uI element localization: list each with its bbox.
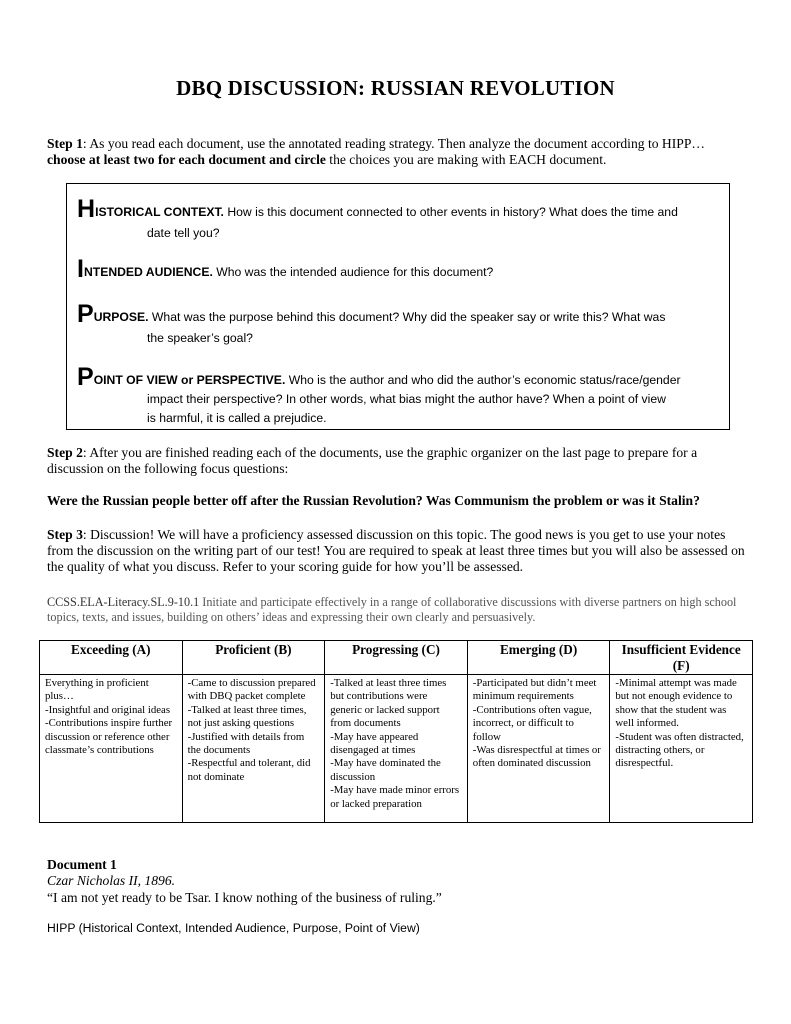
- rubric-criterion: -Participated but didn’t meet minimum requirements: [472, 677, 597, 703]
- page-title: DBQ DISCUSSION: RUSSIAN REVOLUTION: [176, 76, 615, 100]
- rubric-cell-exceeding: [40, 675, 183, 823]
- hipp-question: Who was the intended audience for this document?: [212, 265, 494, 279]
- rubric-criterion: -Talked at least three times, not just asking questions: [187, 703, 307, 730]
- rubric-criterion: -Came to discussion prepared with DBQ packet complete: [187, 677, 316, 703]
- hipp-continuation: the speaker’s goal?: [147, 331, 253, 345]
- document-title: Document 1: [47, 857, 117, 872]
- rubric-criterion: -Was disrespectful at times or often dominated discussion: [472, 744, 601, 770]
- step1-text-a: : As you read each document, use the annotated reading strategy. Then analyze the document according to HIPP…: [82, 136, 705, 151]
- hipp-heading: NTENDED AUDIENCE.: [83, 265, 213, 279]
- hipp-question: Who is the author and who did the author’s economic status/race/gender: [285, 373, 681, 387]
- rubric-criterion: -Contributions often vague, incorrect, or difficult to follow: [472, 703, 592, 743]
- hipp-letter: P: [77, 363, 94, 391]
- rubric-criterion: -May have made minor errors or lacked preparation: [330, 784, 460, 810]
- step2-paragraph: [47, 445, 747, 477]
- hipp-letter: P: [77, 300, 94, 328]
- step3-text: : Discussion! We will have a proficiency assessed discussion on this topic. The good news is you get to use your notes from the discussion on the writing part of our test! You are required to speak at least three times but you will also be assessed on the quality of what you discuss. Refer to your scoring guide for how you’ll be assessed.: [47, 527, 745, 574]
- step2-text: : After you are finished reading each of the documents, use the graphic organizer on the last page to prepare for a discussion on the following focus questions:: [47, 445, 698, 476]
- rubric-criterion: -Talked at least three times but contributions were generic or lacked support from documents: [330, 677, 447, 730]
- ccss-text: Initiate and participate effectively in a range of collaborative discussions with diverse partners on high school topics, texts, and issues, building on others’ ideas and expressing their own clearly and persuasively.: [47, 595, 737, 624]
- rubric-header: Progressing (C): [325, 641, 468, 675]
- hipp-continuation: impact their perspective? In other words, what bias might the author have? When a point of view: [147, 392, 666, 406]
- rubric-header: Exceeding (A): [40, 641, 183, 675]
- rubric-header: Insufficient Evidence (F): [610, 641, 753, 675]
- step3-label: Step 3: [47, 527, 83, 542]
- rubric-criterion: -Justified with details from the documents: [187, 730, 305, 757]
- rubric-row: [40, 675, 753, 823]
- rubric-criterion: -May have appeared disengaged at times: [330, 730, 419, 757]
- rubric-criterion: -May have dominated the discussion: [330, 757, 441, 783]
- rubric-criterion: -Student was often distracted, distracting others, or disrespectful.: [615, 730, 744, 770]
- rubric-criterion: Everything in proficient plus…: [45, 677, 149, 703]
- hipp-box: [66, 183, 730, 430]
- rubric-criterion: -Respectful and tolerant, did not dominate: [187, 757, 311, 783]
- hipp-question: How is this document connected to other events in history? What does the time and: [223, 205, 678, 219]
- hipp-purpose: [77, 300, 725, 349]
- rubric-criterion: -Minimal attempt was made but not enough evidence to show that the student was well informed.: [615, 677, 737, 730]
- rubric-cell-insufficient: [610, 675, 753, 823]
- step1-label: Step 1: [47, 136, 83, 151]
- step2-label: Step 2: [47, 445, 83, 460]
- rubric-header: Emerging (D): [467, 641, 610, 675]
- rubric-cell-emerging: [467, 675, 610, 823]
- focus-question: Were the Russian people better off after the Russian Revolution? Was Communism the problem or was it Stalin?: [47, 493, 700, 508]
- hipp-letter: I: [77, 255, 84, 283]
- rubric-cell-proficient: [182, 675, 325, 823]
- hipp-historical-context: [77, 195, 725, 244]
- document-quote: “I am not yet ready to be Tsar. I know nothing of the business of ruling.”: [47, 890, 442, 905]
- step1-text-b: the choices you are making with EACH document.: [325, 152, 607, 167]
- ccss-code: CCSS.ELA-Literacy.SL.9-10.1: [47, 595, 200, 609]
- step3-paragraph: [47, 527, 747, 575]
- rubric-cell-progressing: [325, 675, 468, 823]
- scoring-rubric-table: [39, 640, 753, 823]
- rubric-header: Proficient (B): [182, 641, 325, 675]
- hipp-letter: H: [77, 195, 96, 223]
- hipp-intended-audience: [77, 255, 725, 283]
- hipp-continuation: date tell you?: [147, 226, 220, 240]
- hipp-heading: URPOSE.: [93, 310, 149, 324]
- ccss-standard: [47, 595, 757, 625]
- rubric-header-row: [40, 641, 753, 675]
- hipp-heading: ISTORICAL CONTEXT.: [95, 205, 224, 219]
- step1-paragraph: [47, 136, 747, 168]
- document-author: Czar Nicholas II, 1896.: [47, 873, 176, 888]
- hipp-point-of-view: [77, 363, 725, 428]
- hipp-heading: OINT OF VIEW or PERSPECTIVE.: [93, 373, 286, 387]
- rubric-criterion: -Insightful and original ideas: [45, 703, 171, 716]
- hipp-continuation: is harmful, it is called a prejudice.: [147, 411, 327, 425]
- rubric-criterion: -Contributions inspire further discussion or reference other classmate’s contributions: [45, 717, 173, 757]
- hipp-question: What was the purpose behind this document? Why did the speaker say or write this? What was: [148, 310, 666, 324]
- step1-bold-text: choose at least two for each document and circle: [47, 152, 326, 167]
- hipp-footer: HIPP (Historical Context, Intended Audience, Purpose, Point of View): [47, 921, 420, 935]
